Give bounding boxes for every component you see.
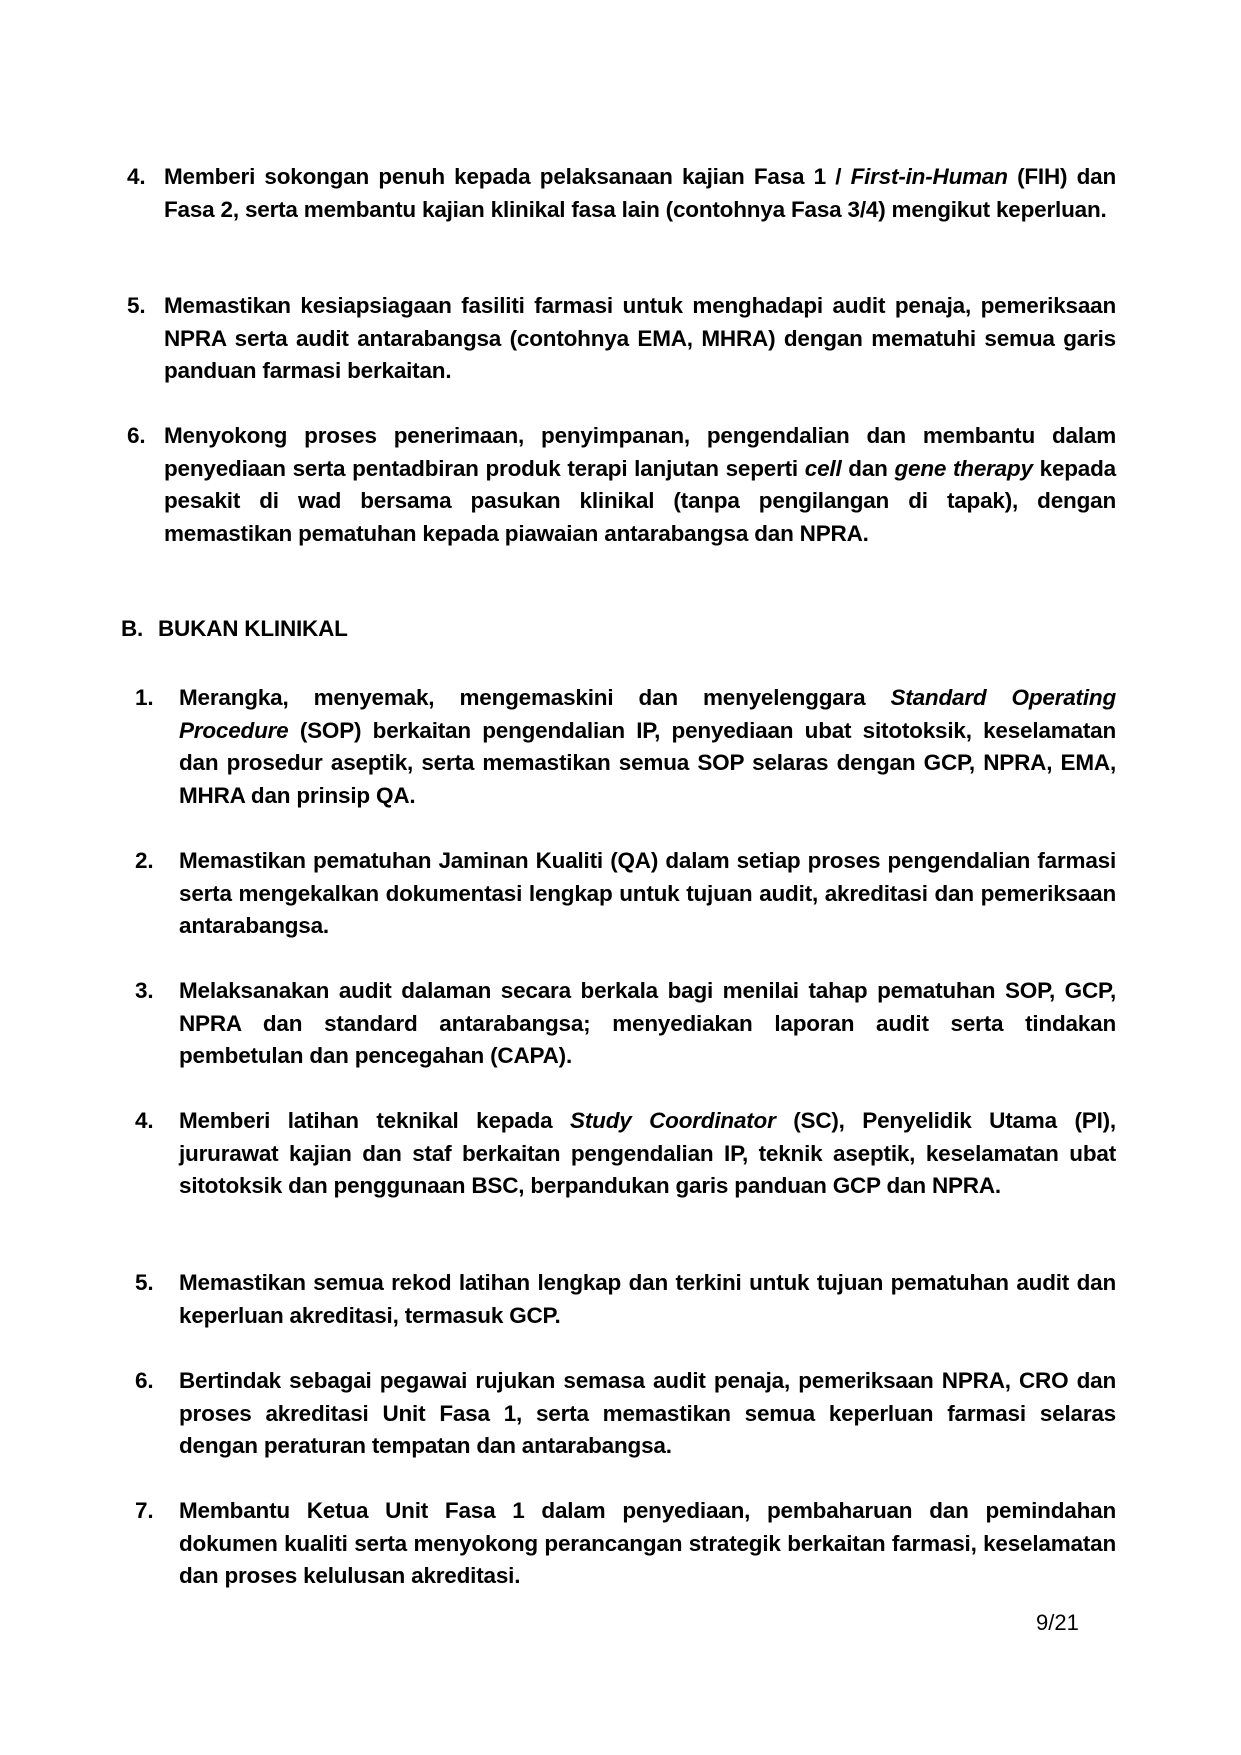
text-run: Memastikan pematuhan Jaminan Kualiti (QA) dalam setiap proses pengendalian farmasi serta mengekalkan dokumentasi lengkap untuk tujuan audit, akreditasi dan pemeriksaan antarabangsa. <box>179 848 1116 939</box>
page-number: 9/21 <box>1036 1610 1079 1635</box>
list-item <box>135 1495 1116 1593</box>
list-item <box>135 1267 1116 1332</box>
section-letter: B. <box>121 616 144 641</box>
italic-text-run: cell <box>804 455 842 481</box>
italic-text-run: Study Coordinator <box>570 1108 776 1133</box>
italic-text-run: Standard Operating Procedure <box>179 685 1116 743</box>
text-run: Membantu Ketua Unit Fasa 1 dalam penyediaan, pembaharuan dan pemindahan dokumen kualiti serta menyokong perancangan strategik berkaitan farmasi, keselamatan dan proses kelulusan akreditasi. <box>179 1498 1116 1589</box>
text-run: Melaksanakan audit dalaman secara berkala bagi menilai tahap pematuhan SOP, GCP, NPRA dan standard antarabangsa; menyediakan laporan audit serta tindakan pembetulan dan pencegahan (CAPA). <box>179 978 1116 1069</box>
text-run: Menyokong proses penerimaan, penyimpanan, pengendalian dan membantu dalam penyediaan serta pentadbiran produk terapi lanjutan seperti <box>164 423 1116 481</box>
list-item <box>127 161 1117 226</box>
text-run: Merangka, menyemak, mengemaskini dan menyelenggara <box>179 685 891 710</box>
list-item <box>135 1365 1116 1463</box>
text-run: Memastikan semua rekod latihan lengkap dan terkini untuk tujuan pematuhan audit dan keperluan akreditasi, termasuk GCP. <box>179 1270 1116 1328</box>
list-item <box>127 420 1116 551</box>
text-run: (FIH) dan Fasa 2, serta membantu kajian klinikal fasa lain (contohnya Fasa 3/4) mengikut keperluan. <box>164 164 1117 222</box>
text-run: kepada pesakit di wad bersama pasukan klinikal (tanpa pengilangan di tapak), dengan memastikan pematuhan kepada piawaian antarabangsa dan NPRA. <box>164 455 1116 547</box>
text-run: dan <box>841 455 895 481</box>
text-run: Memberi sokongan penuh kepada pelaksanaan kajian Fasa 1 / <box>164 164 851 189</box>
text-run: Memastikan kesiapsiagaan fasiliti farmasi untuk menghadapi audit penaja, pemeriksaan NPRA serta audit antarabangsa (contohnya EMA, MHRA) dengan mematuhi semua garis panduan farmasi berkaitan. <box>164 293 1116 384</box>
italic-text-run: gene therapy <box>894 455 1033 481</box>
section-heading <box>121 613 348 645</box>
list-number: 6. <box>135 1368 154 1393</box>
text-run: Memberi latihan teknikal kepada <box>179 1108 571 1133</box>
list-item <box>135 1105 1116 1203</box>
list-number: 5. <box>135 1270 154 1295</box>
italic-text-run: First-in-Human <box>850 164 1008 189</box>
text-run: (SOP) berkaitan pengendalian IP, penyediaan ubat sitotoksik, keselamatan dan prosedur aseptik, serta memastikan semua SOP selaras dengan GCP, NPRA, EMA, MHRA dan prinsip QA. <box>179 717 1116 809</box>
list-number: 4. <box>127 164 146 189</box>
list-item <box>135 682 1116 813</box>
list-number: 7. <box>135 1498 154 1523</box>
list-number: 1. <box>135 685 154 710</box>
list-number: 3. <box>135 978 154 1003</box>
list-number: 2. <box>135 848 154 873</box>
text-run: Bertindak sebagai pegawai rujukan semasa audit penaja, pemeriksaan NPRA, CRO dan proses akreditasi Unit Fasa 1, serta memastikan semua keperluan farmasi selaras dengan peraturan tempatan dan antarabangsa. <box>179 1368 1116 1459</box>
list-item <box>135 845 1116 943</box>
list-number: 5. <box>127 293 146 318</box>
list-number: 6. <box>127 423 146 448</box>
section-title: BUKAN KLINIKAL <box>158 616 348 641</box>
list-item <box>127 290 1116 388</box>
list-number: 4. <box>135 1108 154 1133</box>
text-run: (SC), Penyelidik Utama (PI), jururawat kajian dan staf berkaitan pengendalian IP, teknik aseptik, keselamatan ubat sitotoksik dan penggunaan BSC, berpandukan garis panduan GCP dan NPRA. <box>179 1108 1116 1199</box>
list-item <box>135 975 1116 1073</box>
